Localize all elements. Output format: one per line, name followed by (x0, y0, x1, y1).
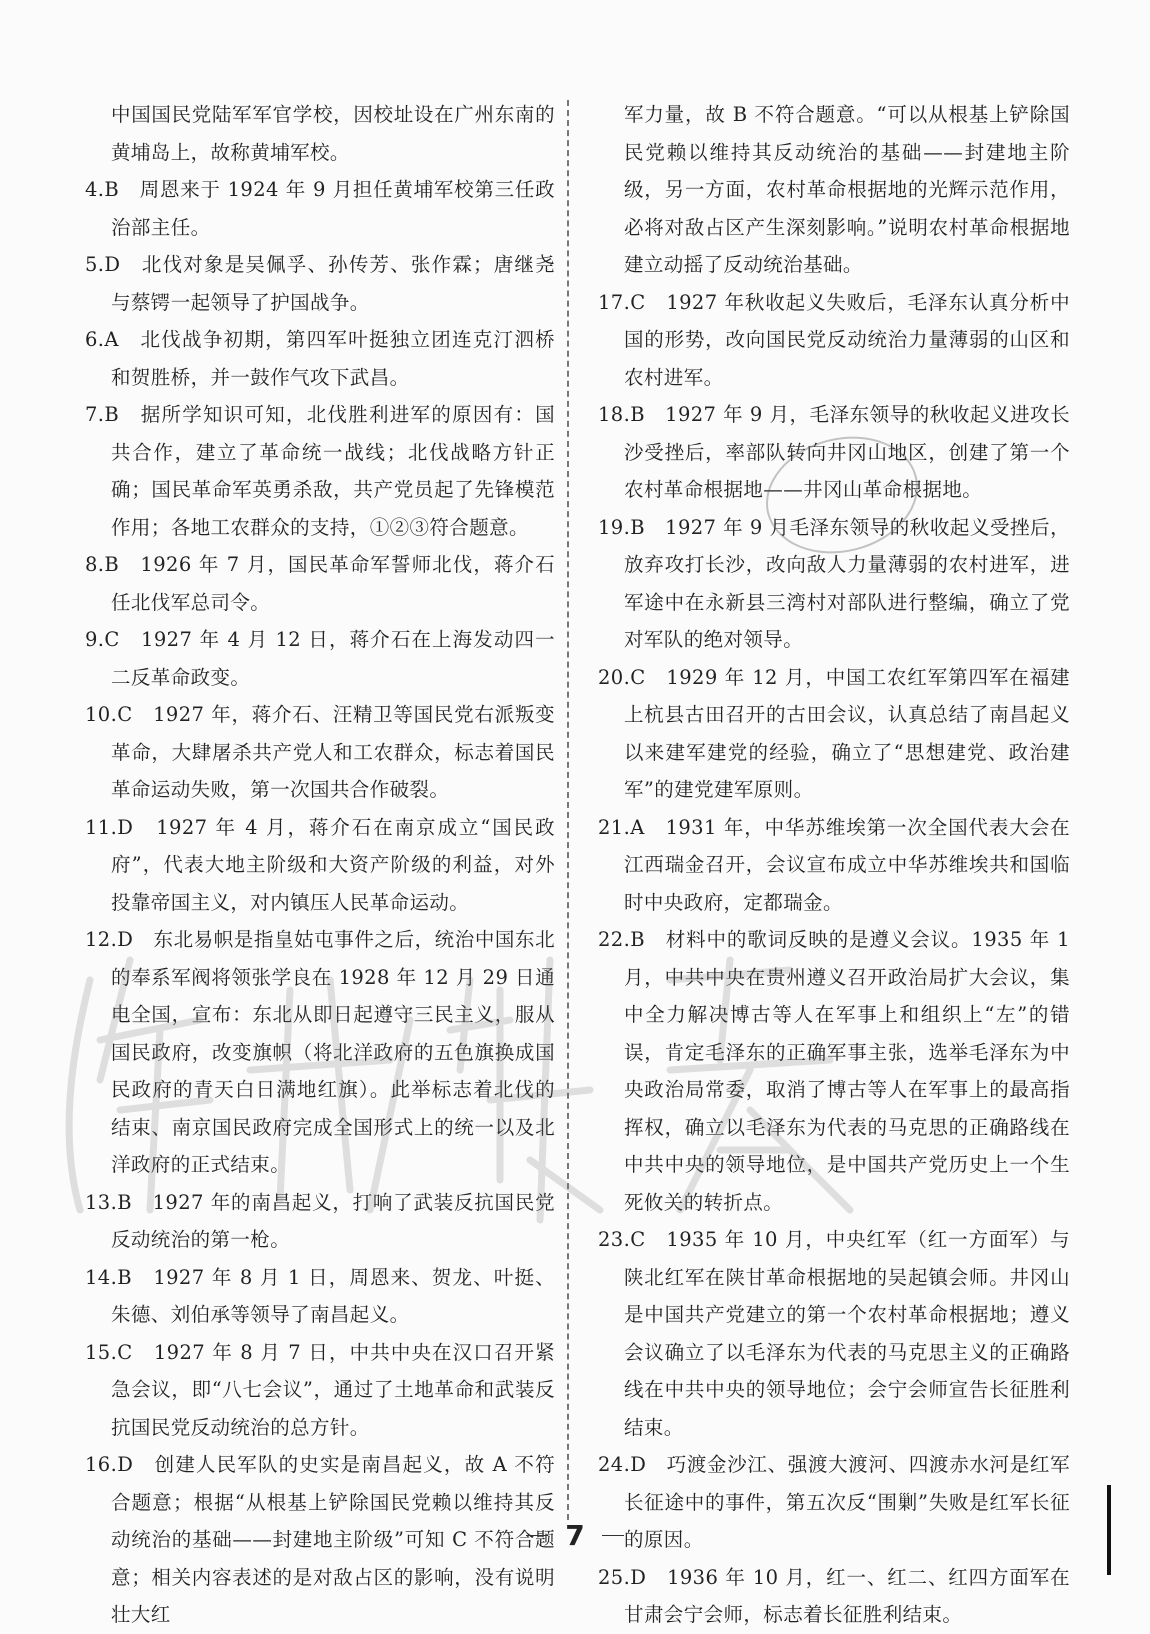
left-answer-column (85, 96, 555, 1634)
answer-item: 10.C 1927 年，蒋介石、汪精卫等国民党右派叛变革命，大肆屠杀共产党人和工农群众，标志着国民革命运动失败，第一次国共合作破裂。 (85, 703, 555, 801)
answer-item: 9.C 1927 年 4 月 12 日，蒋介石在上海发动四一二反革命政变。 (85, 628, 555, 689)
answer-item: 15.C 1927 年 8 月 7 日，中共中央在汉口召开紧急会议，即“八七会议”，通过了土地革命和武装反抗国民党反动统治的总方针。 (85, 1340, 555, 1439)
answer-item: 24.D 巧渡金沙江、强渡大渡河、四渡赤水河是红军长征途中的事件，第五次反“围剿”失败是红军长征的原因。 (598, 1453, 1070, 1551)
answer-item: 25.D 1936 年 10 月，红一、红二、红四方面军在甘肃会宁会师，标志着长征胜利结束。 (598, 1565, 1070, 1626)
answer-item: 4.B 周恩来于 1924 年 9 月担任黄埔军校第三任政治部主任。 (85, 178, 555, 239)
answer-item: 7.B 据所学知识可知，北伐胜利进军的原因有：国共合作，建立了革命统一战线；北伐战略方针正确；国民革命军英勇杀敌，共产党员起了先锋模范作用；各地工农群众的支持，①②③符合题意。 (85, 403, 555, 539)
answer-item: 8.B 1926 年 7 月，国民革命军誓师北伐，蒋介石任北伐军总司令。 (85, 553, 555, 614)
answer-item: 12.D 东北易帜是指皇姑屯事件之后，统治中国东北的奉系军阀将领张学良在 1928 年 12 月 29 日通电全国，宣布：东北从即日起遵守三民主义，服从国民政府，改变旗帜（将北洋政府的五色旗换成国民政府的青天白日满地红旗）。此举标志着北伐的结束、南京国民政府完成全国形式上的统一以及北洋政府的正式结束。 (85, 928, 555, 1176)
column-divider (567, 100, 569, 1520)
answer-item: 5.D 北伐对象是吴佩孚、孙传芳、张作霖；唐继尧与蔡锷一起领导了护国战争。 (85, 253, 555, 314)
answer-item: 13.B 1927 年的南昌起义，打响了武装反抗国民党反动统治的第一枪。 (85, 1190, 555, 1251)
answer-item: 14.B 1927 年 8 月 1 日，周恩来、贺龙、叶挺、朱德、刘伯承等领导了南昌起义。 (85, 1265, 555, 1326)
page-footer (0, 1519, 1150, 1552)
answer-item: 16.D 创建人民军队的史实是南昌起义，故 A 不符合题意；根据“从根基上铲除国民党赖以维持其反动统治的基础——封建地主阶级”可知 C 不符合题意；相关内容表述的是对敌占区的影响，没有说明壮大红 (85, 1453, 555, 1626)
answer-item: 中国国民党陆军军官学校，因校址设在广州东南的黄埔岛上，故称黄埔军校。 (111, 103, 555, 164)
answer-item: 21.A 1931 年，中华苏维埃第一次全国代表大会在江西瑞金召开，会议宣布成立中华苏维埃共和国临时中央政府，定都瑞金。 (598, 815, 1070, 914)
answer-item: 军力量，故 B 不符合题意。“可以从根基上铲除国民党赖以维持其反动统治的基础——封建地主阶级，另一方面，农村革命根据地的光辉示范作用，必将对敌占区产生深刻影响。”说明农村革命根据地建立动摇了反动统治基础。 (624, 103, 1070, 276)
footer-dash-left (526, 1535, 548, 1536)
answer-item: 22.B 材料中的歌词反映的是遵义会议。1935 年 1 月，中共中央在贵州遵义召开政治局扩大会议，集中全力解决博古等人在军事上和组织上“左”的错误，肯定毛泽东的正确军事主张，选举毛泽东为中央政治局常委，取消了博古等人在军事上的最高指挥权，确立以毛泽东为代表的马克思的正确路线在中共中央的领导地位，是中国共产党历史上一个生死攸关的转折点。 (598, 928, 1070, 1214)
page-number: 7 (565, 1519, 585, 1552)
right-answer-column (598, 96, 1070, 1634)
answer-item: 19.B 1927 年 9 月毛泽东领导的秋收起义受挫后，放弃攻打长沙，改向敌人力量薄弱的农村进军，进军途中在永新县三湾村对部队进行整编，确立了党对军队的绝对领导。 (598, 515, 1070, 651)
answer-item: 17.C 1927 年秋收起义失败后，毛泽东认真分析中国的形势，改向国民党反动统治力量薄弱的山区和农村进军。 (598, 290, 1070, 389)
answer-item: 11.D 1927 年 4 月，蒋介石在南京成立“国民政府”，代表大地主阶级和大资产阶级的利益，对外投靠帝国主义，对内镇压人民革命运动。 (85, 815, 555, 914)
answer-item: 6.A 北伐战争初期，第四军叶挺独立团连克汀泗桥和贺胜桥，并一鼓作气攻下武昌。 (85, 328, 555, 389)
answer-item: 23.C 1935 年 10 月，中央红军（红一方面军）与陕北红军在陕甘革命根据地的吴起镇会师。井冈山是中国共产党建立的第一个农村革命根据地；遵义会议确立了以毛泽东为代表的马克思主义的正确路线在中共中央的领导地位；会宁会师宣告长征胜利结束。 (598, 1228, 1070, 1439)
answer-item: 20.C 1929 年 12 月，中国工农红军第四军在福建上杭县古田召开的古田会议，认真总结了南昌起义以来建军建党的经验，确立了“思想建党、政治建军”的建党建军原则。 (598, 665, 1070, 801)
answer-item: 18.B 1927 年 9 月，毛泽东领导的秋收起义进攻长沙受挫后，率部队转向井冈山地区，创建了第一个农村革命根据地——井冈山革命根据地。 (598, 403, 1070, 501)
footer-dash-right (602, 1535, 624, 1536)
scan-edge-mark (1107, 1485, 1111, 1575)
